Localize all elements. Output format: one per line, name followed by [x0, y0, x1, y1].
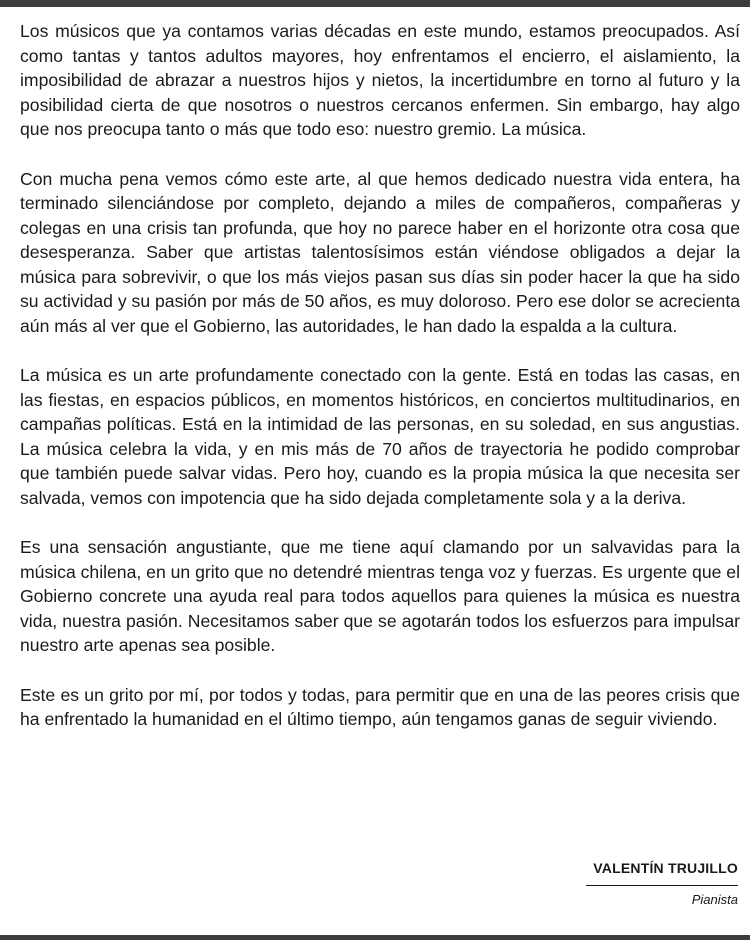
paragraph-3: La música es un arte profundamente conectado con la gente. Está en todas las casas, en las fiestas, en espacios públicos, en momentos históricos, en conciertos multitudinarios, en campañas políticas. Está en la intimidad de las personas, en su soledad, en sus angustias. La música celebra la vida, y en mis más de 70 años de trayectoria he podido comprobar que también puede salvar vidas. Pero hoy, cuando es la propia música la que necesita ser salvada, vemos con impotencia que ha sido dejada completamente sola y a la deriva. [20, 365, 740, 508]
bottom-border-bar [0, 935, 750, 940]
paragraph-1: Los músicos que ya contamos varias décadas en este mundo, estamos preocupados. Así como tantas y tantos adultos mayores, hoy enfrentamos el encierro, el aislamiento, la imposibilidad de abrazar a nuestros hijos y nietos, la incertidumbre en torno al futuro y la posibilidad cierta de que nosotros o nuestros cercanos enfermen. Sin embargo, hay algo que nos preocupa tanto o más que todo eso: nuestro gremio. La música. [20, 21, 740, 139]
author-role: Pianista [691, 892, 738, 907]
top-border-bar [0, 0, 750, 7]
paragraph-5: Este es un grito por mí, por todos y todas, para permitir que en una de las peores crisis que ha enfrentado la humanidad en el último tiempo, aún tengamos ganas de seguir viviendo. [20, 684, 740, 729]
paragraph-4: Es una sensación angustiante, que me tiene aquí clamando por un salvavidas para la música chilena, en un grito que no detendré mientras tenga voz y fuerzas. Es urgente que el Gobierno concrete una ayuda real para todos aquellos para quienes la música es nuestra vida, nuestra pasión. Necesitamos saber que se agotarán todos los esfuerzos para impulsar nuestro arte apenas sea posible. [20, 537, 740, 655]
article-body [20, 19, 740, 757]
paragraph-2: Con mucha pena vemos cómo este arte, al que hemos dedicado nuestra vida entera, ha terminado silenciándose por completo, dejando a miles de compañeros, compañeras y colegas en una crisis tan profunda, que hoy no parece haber en el horizonte otra cosa que desesperanza. Saber que artistas talentosísimos están viéndose obligados a dejar la música para sobrevivir, o que los más viejos pasan sus días sin poder hacer la que ha sido su actividad y su pasión por más de 50 años, es muy doloroso. Pero ese dolor se acrecienta aún más al ver que el Gobierno, las autoridades, le han dado la espalda a la cultura. [20, 168, 740, 336]
author-name: VALENTÍN TRUJILLO [586, 859, 738, 886]
author-signature [586, 859, 738, 908]
